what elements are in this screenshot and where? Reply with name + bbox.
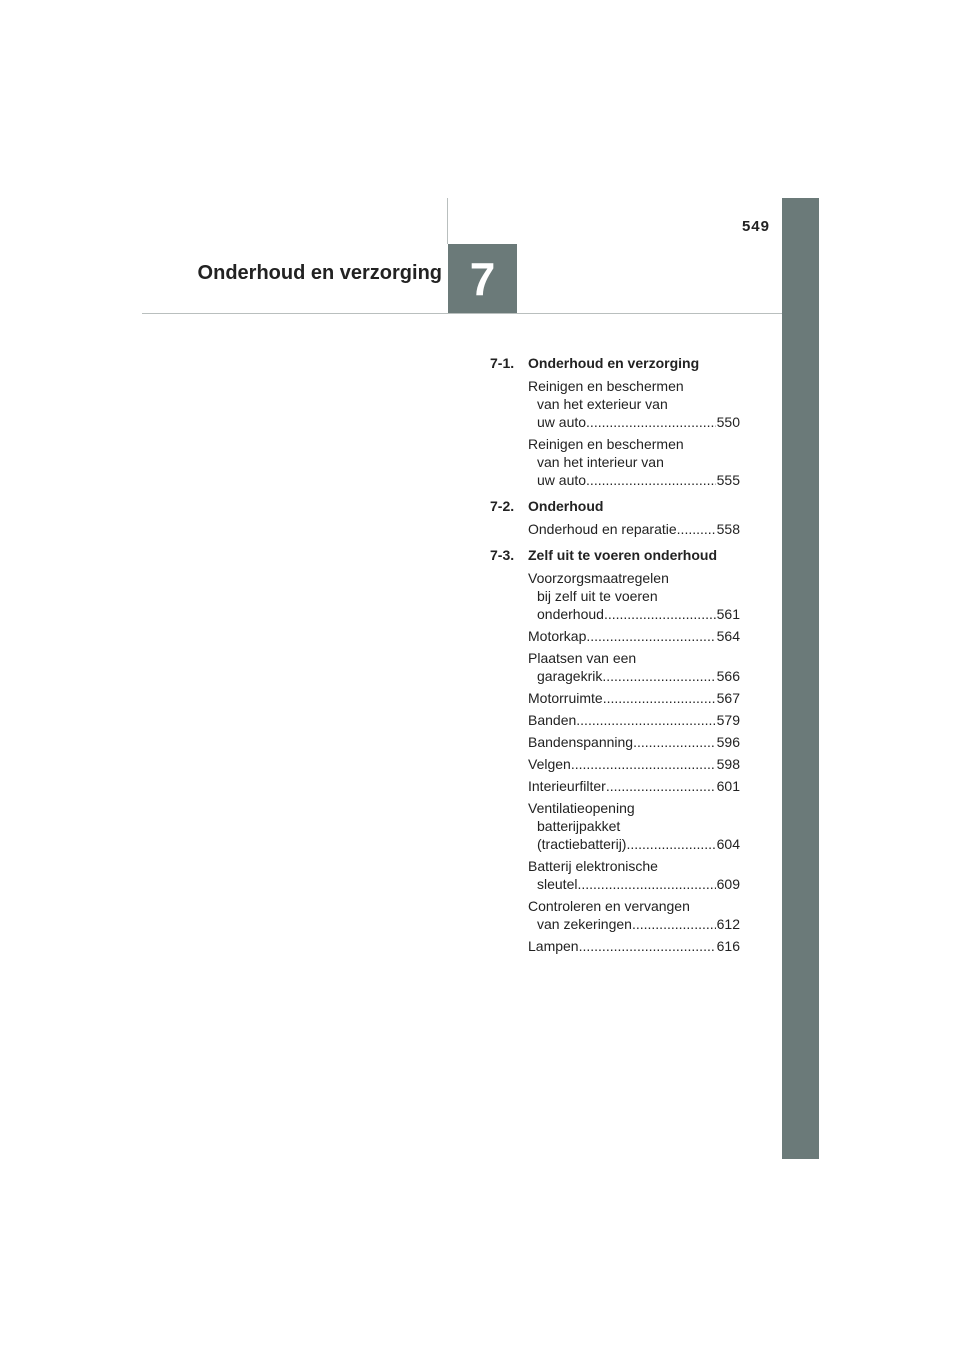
toc-entry-line	[528, 733, 740, 751]
toc-section-title: Onderhoud en verzorging	[528, 355, 700, 371]
toc-entry-text: Onderhoud en reparatie	[528, 521, 677, 537]
toc-entry[interactable]	[528, 799, 740, 853]
toc-leader-dots	[602, 667, 715, 685]
toc-entry-text: Interieurfilter	[528, 778, 606, 794]
toc-entry-line	[528, 471, 740, 489]
toc-section	[490, 546, 740, 955]
toc-entry-text: uw auto	[537, 472, 587, 488]
toc-section	[490, 354, 740, 489]
chapter-number: 7	[469, 252, 496, 305]
toc-entry-text: van het exterieur van	[537, 396, 668, 412]
toc-entry-page: 566	[716, 668, 740, 684]
page-number: 549	[741, 218, 770, 235]
toc-leader-dots	[586, 627, 715, 645]
toc-entry[interactable]	[528, 733, 740, 751]
toc-entry-page: 596	[716, 734, 740, 750]
toc-entry-text: Batterij elektronische	[528, 858, 658, 874]
toc-entry-line	[528, 605, 740, 623]
toc-leader-dots	[579, 937, 716, 955]
toc-section-heading	[490, 354, 740, 372]
toc-entry-page: 555	[716, 472, 740, 488]
toc-entry-line	[528, 875, 740, 893]
toc-leader-dots	[632, 915, 716, 933]
toc-entry-text: van het interieur van	[537, 454, 664, 470]
toc-entry-text: sleutel	[537, 876, 578, 892]
chapter-side-tab	[782, 198, 819, 1159]
toc-entry-text: Banden	[528, 712, 577, 728]
toc-leader-dots	[586, 413, 716, 431]
toc-leader-dots	[633, 733, 716, 751]
toc-entry-text: (tractiebatterij)	[537, 836, 627, 852]
toc-section-number: 7-3.	[490, 547, 515, 563]
toc-entry-text: uw auto	[537, 414, 587, 430]
toc-entry-text: Controleren en vervangen	[528, 898, 690, 914]
toc-entry-page: 601	[716, 778, 740, 794]
toc-entry-text: van zekeringen	[537, 916, 632, 932]
toc-leader-dots	[606, 777, 716, 795]
toc-entry-text: batterijpakket	[537, 818, 621, 834]
toc-entry[interactable]	[528, 777, 740, 795]
header-vertical-rule	[447, 198, 448, 244]
toc-entry[interactable]	[528, 689, 740, 707]
toc-entry[interactable]	[528, 627, 740, 645]
toc-section-heading	[490, 497, 740, 515]
toc-entry[interactable]	[528, 711, 740, 729]
toc-entry-line	[528, 755, 740, 773]
toc-entry-text: Lampen	[528, 938, 579, 954]
toc-entry-text: Ventilatieopening	[528, 800, 635, 816]
header-horizontal-rule	[142, 313, 782, 314]
toc-section-title: Zelf uit te voeren onderhoud	[528, 547, 718, 563]
toc-section-title: Onderhoud	[528, 498, 604, 514]
toc-entry-line	[528, 937, 740, 955]
toc-entry-text: Reinigen en beschermen	[528, 378, 684, 394]
toc-leader-dots	[577, 875, 715, 893]
toc-entry[interactable]	[528, 897, 740, 933]
table-of-contents	[490, 354, 740, 963]
toc-entry-line	[528, 667, 740, 685]
toc-entry-text: garagekrik	[537, 668, 603, 684]
toc-entry[interactable]	[528, 377, 740, 431]
toc-entry-page: 564	[716, 628, 740, 644]
toc-entry-page: 579	[716, 712, 740, 728]
toc-entry-line	[528, 627, 740, 645]
toc-entry-text: bij zelf uit te voeren	[537, 588, 658, 604]
toc-leader-dots	[576, 711, 715, 729]
toc-section-number: 7-2.	[490, 498, 515, 514]
toc-entry-text: Voorzorgsmaatregelen	[528, 570, 669, 586]
toc-entry-line	[528, 835, 740, 853]
toc-entry[interactable]	[528, 520, 740, 538]
toc-entry-page: 598	[716, 756, 740, 772]
toc-entry-page: 604	[716, 836, 740, 852]
toc-section-number: 7-1.	[490, 355, 515, 371]
toc-entry-text: onderhoud	[537, 606, 604, 622]
toc-entry-text: Velgen	[528, 756, 571, 772]
toc-entry-page: 616	[716, 938, 740, 954]
toc-entry-line	[528, 520, 740, 538]
toc-entry-page: 558	[716, 521, 740, 537]
toc-entry[interactable]	[528, 435, 740, 489]
toc-entry-line	[528, 413, 740, 431]
toc-leader-dots	[571, 755, 716, 773]
toc-entry[interactable]	[528, 857, 740, 893]
toc-leader-dots	[586, 471, 716, 489]
toc-entry-page: 612	[716, 916, 740, 932]
toc-leader-dots	[603, 689, 716, 707]
chapter-title: Onderhoud en verzorging	[197, 262, 442, 284]
toc-entry-text: Motorruimte	[528, 690, 603, 706]
toc-entry[interactable]	[528, 937, 740, 955]
toc-entry-text: Bandenspanning	[528, 734, 634, 750]
toc-entry-page: 561	[716, 606, 740, 622]
toc-section	[490, 497, 740, 538]
toc-entry-line	[528, 777, 740, 795]
toc-leader-dots	[626, 835, 715, 853]
toc-entry-line	[528, 689, 740, 707]
toc-entry-line	[528, 711, 740, 729]
toc-entry-line	[528, 915, 740, 933]
toc-leader-dots	[604, 605, 716, 623]
toc-entry-page: 567	[716, 690, 740, 706]
chapter-number-box	[448, 244, 517, 313]
toc-entry[interactable]	[528, 569, 740, 623]
toc-entry-text: Reinigen en beschermen	[528, 436, 684, 452]
toc-entry-page: 609	[716, 876, 740, 892]
toc-entry[interactable]	[528, 755, 740, 773]
toc-entry-text: Motorkap	[528, 628, 587, 644]
toc-section-heading	[490, 546, 740, 564]
toc-entry[interactable]	[528, 649, 740, 685]
toc-leader-dots	[677, 520, 716, 538]
toc-entry-page: 550	[716, 414, 740, 430]
toc-entry-text: Plaatsen van een	[528, 650, 637, 666]
